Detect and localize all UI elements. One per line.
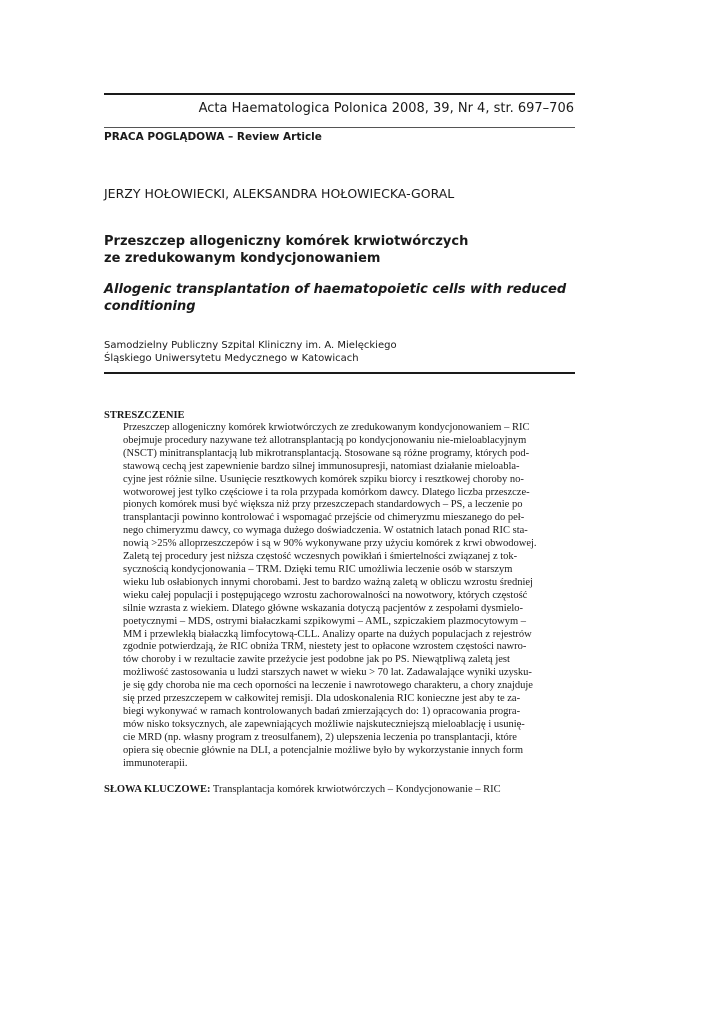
title-polish-line: Przeszczep allogeniczny komórek krwiotwórczych (104, 234, 469, 249)
abstract-line: obejmuje procedury nazywane też allotransplantacją po kondycjonowaniu nie-mieloablacyjnym (123, 434, 527, 446)
abstract-line: mów nisko toksycznych, ale zapewniających możliwie najskuteczniejszą mieloablację i usunię- (123, 718, 525, 730)
header-bottom-rule (104, 372, 575, 374)
abstract-line: biegi wykonywać w ramach kontrolowanych badań zmierzających do: 1) opracowania progra- (123, 705, 521, 717)
authors: JERZY HOŁOWIECKI, ALEKSANDRA HOŁOWIECKA-GORAL (104, 186, 455, 201)
keywords-label: SŁOWA KLUCZOWE: (104, 784, 211, 795)
journal-citation: Acta Haematologica Polonica 2008, 39, Nr 4, str. 697–706 (198, 101, 574, 116)
abstract-line: stawową cechą jest zapewnienie bardzo silnej immunosupresji, natomiast działanie mieloabla- (123, 460, 520, 472)
abstract-line: immunoterapii. (123, 757, 188, 769)
keywords (104, 784, 501, 795)
abstract-line: zgodnie potwierdzają, że RIC obniża TRM, niestety jest to opłacone wzrostem częstości nawro- (123, 641, 527, 653)
abstract-line: poetycznymi – MDS, ostrymi białaczkami szpikowymi – AML, szpiczakiem plazmocytowym – (123, 615, 527, 627)
abstract-line: je się gdy choroba nie ma cech oporności na leczenie i nawrotowego charakteru, a chory znajduje (123, 680, 533, 692)
affiliation-line: Samodzielny Publiczny Szpital Kliniczny im. A. Mielęckiego (104, 340, 397, 351)
abstract-line: tów choroby i w rezultacie zawite przeżycie jest podobne jak po PS. Niewątpliwą zaletą jest (123, 654, 510, 666)
top-rule (104, 93, 575, 95)
abstract-line: wotworowej jest tylko częściowe i ta rola przypada komórkom dawcy. Dlatego liczba przeszcze- (123, 486, 530, 498)
title-polish (104, 233, 468, 267)
title-polish-line: ze zredukowanym kondycjonowaniem (104, 251, 381, 266)
abstract-line: nowią >25% alloprzeszczepów i są w 90% wykonywane przy użyciu komórek z krwi obwodowej. (123, 538, 537, 550)
article-type-label: PRACA POGLĄDOWA – Review Article (104, 131, 322, 143)
title-english (104, 281, 566, 315)
abstract-body (123, 422, 568, 770)
abstract-line: Przeszczep allogeniczny komórek krwiotwórczych ze zredukowanym kondycjonowaniem – RIC (123, 422, 530, 433)
abstract-heading: STRESZCZENIE (104, 410, 185, 421)
abstract-line: się przed przeszczepem w całkowitej remisji. Dla udoskonalenia RIC konieczne jest aby te za- (123, 693, 521, 705)
abstract-line: pionych komórek musi być większa niż przy przeszczepach standardowych – PS, a leczenie po (123, 499, 523, 511)
abstract-line: wieku lub osłabionych innymi chorobami. Jest to bardzo ważną zaletą w obliczu wzrostu średniej (123, 576, 533, 588)
abstract-line: cyjne jest różnie silne. Usunięcie resztkowych komórek szpiku biorcy i resztkowej choroby no- (123, 473, 524, 485)
keywords-text: Transplantacja komórek krwiotwórczych – Kondycjonowanie – RIC (210, 784, 501, 795)
abstract-line: opiera się obecnie głównie na DLI, a potencjalnie możliwe było by wykorzystanie innych form (123, 744, 524, 756)
abstract-line: silnie wzrasta z wiekiem. Dlatego główne wskazania dotyczą pacjentów z zespołami dysmielo- (123, 602, 524, 614)
citation-rule (104, 127, 575, 128)
affiliation (104, 339, 397, 365)
abstract-line: Zaletą tej procedury jest niższa częstość wczesnych powikłań i śmiertelności związanej z tok- (123, 551, 518, 563)
abstract-line: możliwość zastosowania u ludzi starszych nawet w wieku > 70 lat. Zadawalające wyniki uzysku- (123, 667, 532, 679)
abstract-line: (NSCT) minitransplantacją lub mikrotransplantacją. Stosowane są różne programy, których pod- (123, 447, 530, 459)
abstract-line: sycznością kondycjonowania – TRM. Dzięki temu RIC umożliwia leczenie osób w starszym (123, 563, 513, 575)
abstract-line: cie MRD (np. własny program z treosulfanem), 2) ulepszenia leczenia po transplantacji, które (123, 731, 517, 743)
abstract-line: wieku całej populacji i postępującego wzrostu zachorowalności na nowotwory, których częstość (123, 589, 528, 601)
title-english-line: conditioning (104, 299, 196, 314)
abstract-line: MM i przewlekłą białaczką limfocytową-CLL. Analizy oparte na dużych populacjach z rejestrów (123, 628, 532, 640)
affiliation-line: Śląskiego Uniwersytetu Medycznego w Katowicach (104, 353, 359, 364)
abstract-line: transplantacji powinno kontrolować i wspomagać przejście od chimeryzmu mieszanego do peł- (123, 512, 525, 524)
title-english-line: Allogenic transplantation of haematopoietic cells with reduced (104, 282, 567, 297)
abstract-line: nego chimeryzmu dawcy, co wymaga dużego doświadczenia. W ostatnich latach ponad RIC sta- (123, 525, 528, 537)
